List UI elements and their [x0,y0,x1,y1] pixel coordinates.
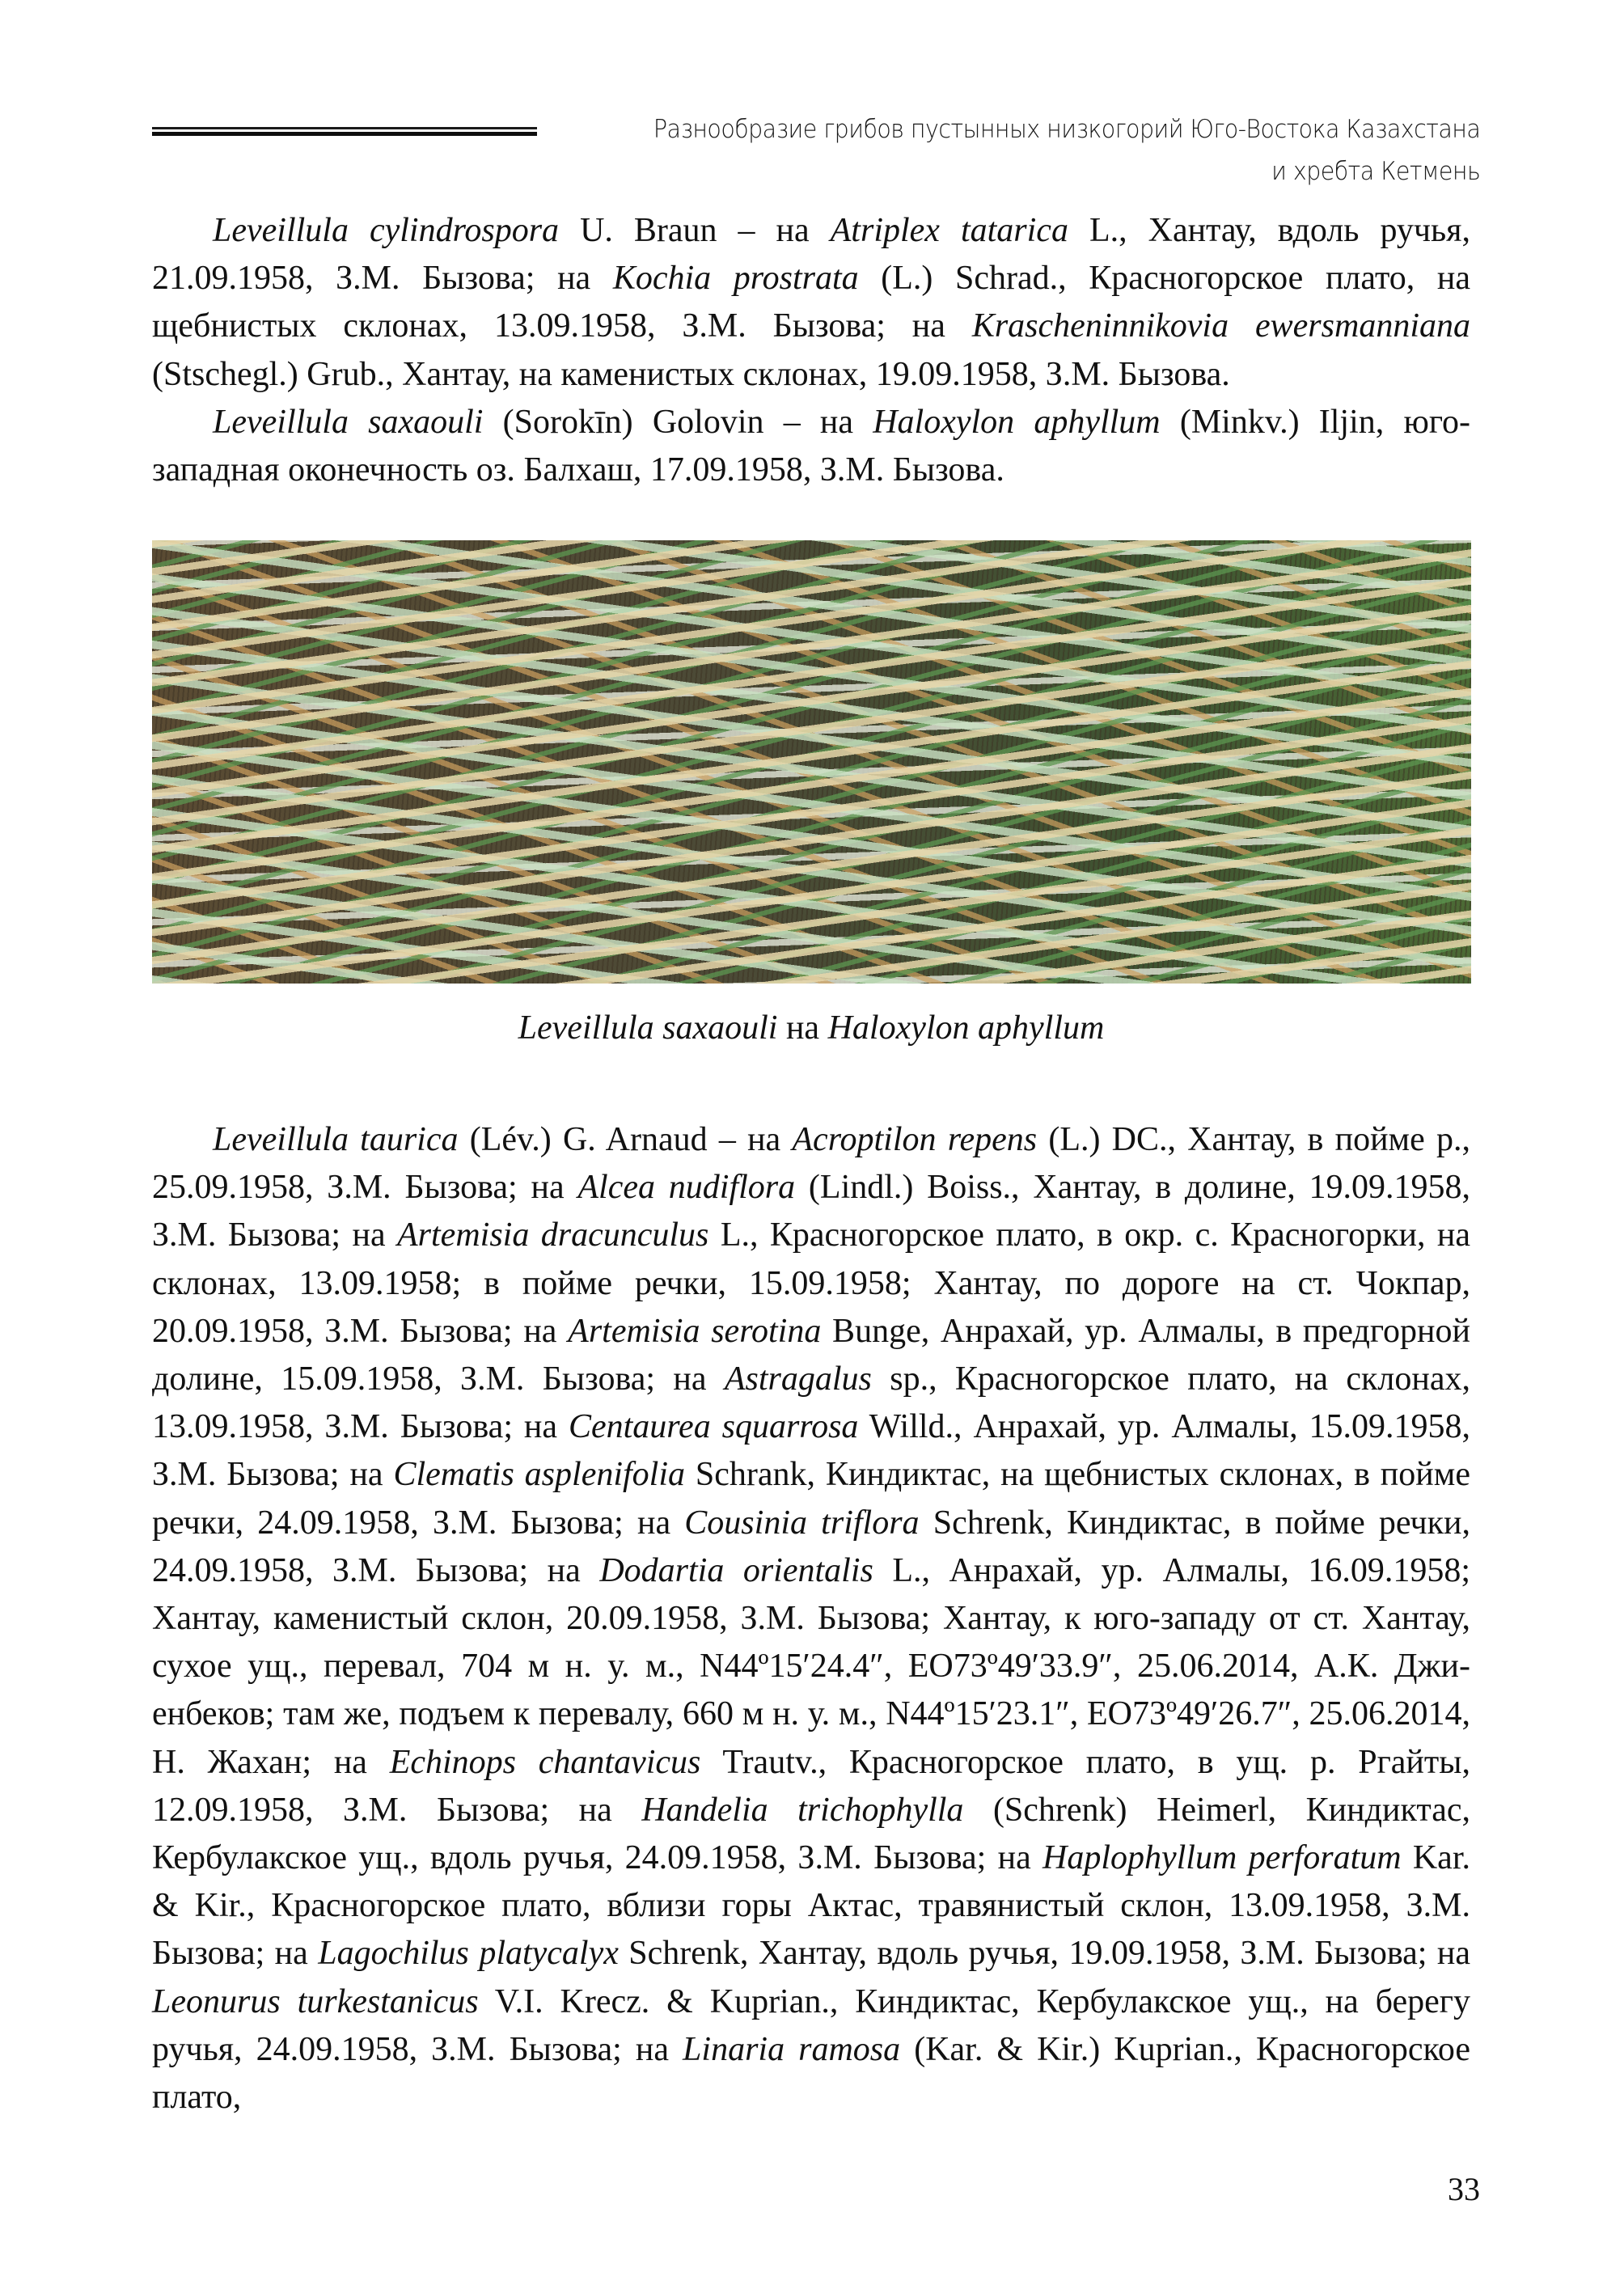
running-title-line-1: Разнообразие грибов пустынных низкогорий Юго-Востока Казахстана [653,115,1480,144]
taxon-name: Krascheninnikovia ewersmanniana [971,307,1470,345]
paragraph-leveillula-taurica [152,1116,1470,2122]
text-run: (Schrenk) Heimerl, Киндиктас, Кербулакское ущ., вдоль ручья, 24.09.1958, З.М. Бызова; на [152,1791,1470,1877]
text-run: (L.) Schrad., Красногорское плато, на щебнистых склонах, 13.09.1958, З.М. Бызова; на [152,260,1471,345]
text-run: Willd., Анрахай, ур. Алмалы, 15.09.1958, З.М. Бызова; на [152,1408,1470,1494]
text-run: Schrank, Киндиктас, на щебнистых склонах, в пойме речки, 24.09.1958, З.М. Бызова; на [152,1456,1470,1542]
taxon-name: Leveillula cylindrospora [213,212,560,249]
page-number: 33 [1448,2171,1480,2207]
taxon-name: Leveillula saxaouli [518,1009,778,1047]
taxon-name: Lagochilus platycalyx [318,1935,619,1973]
running-title [653,108,1480,192]
text-run: (L.) DC., Хантау, в пойме р., 25.09.1958, З.М. Бызова; на [152,1121,1470,1207]
text-run: L., Хантау, вдоль ручья, 21.09.1958, З.М. Бызова; на [152,212,1470,298]
text-run: (Stschegl.) Grub., Хантау, на каменистых склонах, 19.09.1958, З.М. Бызова. [152,355,1230,393]
running-head [152,105,1480,194]
taxon-name: Alcea nudiflora [577,1169,796,1207]
text-run: sp., Красногорское плато, на склонах, 13.09.1958, З.М. Бызова; на [152,1360,1470,1446]
figure-caption [152,1008,1470,1048]
taxon-name: Handelia trichophylla [641,1791,964,1829]
taxon-name: Artemisia serotina [568,1312,822,1350]
taxon-name: Echinops chantavicus [389,1743,701,1781]
taxon-name: Leveillula saxaouli [213,403,484,441]
taxon-name: Haloxylon aphyllum [827,1009,1105,1047]
text-block-top [152,207,1470,494]
taxon-name: Kochia prostrata [612,260,859,298]
text-run: V.I. Krecz. & Kuprian., Киндиктас, Кербулакское ущ., на берегу ручья, 24.09.1958, З.М. Бызова; на [152,1982,1470,2068]
text-run: L., Анрахай, ур. Алмалы, 16.09.1958; Хантау, каменистый склон, 20.09.1958, З.М. Бызова; Хантау, к юго-западу от ст. Хантау, сухое ущ., перевал, 704 м н. у. м., N44º15′24.4″, EO73º49′33.9″, 25.06.2014, А.К. Джиенбеков; там же, подъем к перевалу, 660 м н. у. м., N44º15′23.1″, EO73º49′26.7″, 25.06.2014, Н. Жахан; на [152,1551,1470,1781]
text-run: (Sorokīn) Golovin – на [483,403,873,441]
taxon-name: Centaurea squarrosa [568,1408,859,1446]
text-run: Schrenk, Киндиктас, в пойме речки, 24.09.1958, З.М. Бызова; на [152,1504,1471,1589]
taxon-name: Astragalus [724,1360,872,1398]
paragraph-leveillula-cylindrospora [152,207,1470,399]
taxon-name: Acroptilon repens [792,1121,1038,1158]
figure-photo [152,540,1471,984]
text-block-bottom [152,1116,1470,2122]
taxon-name: Leonurus turkestanicus [152,1982,479,2020]
text-run: (Kar. & Kir.) Kuprian., Красногорское плато, [152,2030,1470,2117]
text-run: на [777,1009,828,1047]
text-run: Bunge, Анрахай, ур. Алмалы, в предгорной долине, 15.09.1958, З.М. Бызова; на [152,1312,1470,1398]
text-run: Schrenk, Хантау, вдоль ручья, 19.09.1958, З.М. Бызова; на [618,1935,1470,1973]
haloxylon-mildew-photo [152,540,1471,984]
taxon-name: Artemisia dracunculus [397,1216,709,1254]
taxon-name: Dodartia orientalis [599,1551,873,1589]
header-double-rule [152,127,537,136]
running-title-line-2: и хребта Кетмень [1271,157,1480,186]
taxon-name: Cousinia triflora [684,1504,920,1542]
text-run: U. Braun – на [559,212,831,249]
text-run: L., Красногорское плато, в окр. с. Красногорки, на склонах, 13.09.1958; в пойме речки, 15.09.1958; Хантау, по дороге на ст. Чокпар, 20.09.1958, З.М. Бызова; на [152,1216,1470,1350]
taxon-name: Atriplex tatarica [830,212,1068,249]
text-run: Kar. & Kir., Красногорское плато, вблизи горы Актас, травянистый склон, 13.09.1958, З.М. Бызова; на [152,1839,1470,1973]
paragraph-leveillula-saxaouli [152,399,1470,494]
text-run: Trautv., Красногорское плато, в ущ. р. Ргайты, 12.09.1958, З.М. Бызова; на [152,1743,1470,1829]
taxon-name: Haloxylon aphyllum [873,403,1161,441]
text-run: (Lindl.) Boiss., Хантау, в долине, 19.09.1958, З.М. Бызова; на [152,1169,1470,1254]
taxon-name: Leveillula taurica [213,1121,459,1158]
taxon-name: Clematis asplenifolia [393,1456,686,1494]
text-run: (Lév.) G. Arnaud – на [458,1121,793,1158]
taxon-name: Haplophyllum perforatum [1042,1839,1402,1877]
text-run: (Minkv.) Iljin, юго-западная оконечность оз. Балхаш, 17.09.1958, З.М. Бызова. [152,403,1470,489]
taxon-name: Linaria ramosa [683,2030,901,2068]
